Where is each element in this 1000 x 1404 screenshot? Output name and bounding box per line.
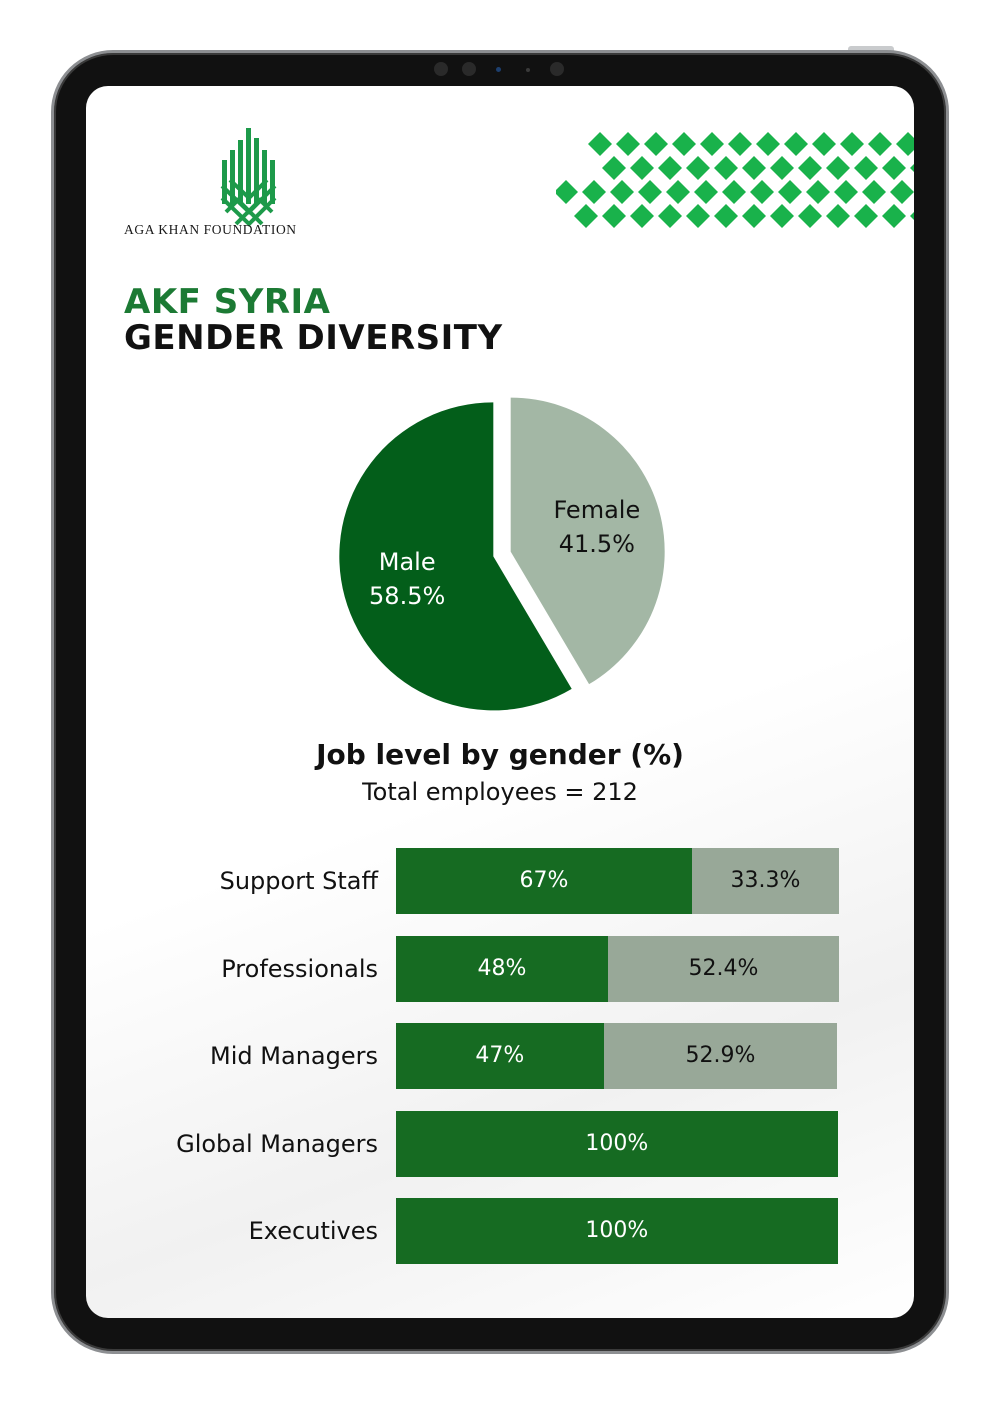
pattern-diamond	[778, 180, 802, 204]
pattern-diamond	[694, 180, 718, 204]
diamond-pattern-icon	[556, 126, 914, 246]
bar-segment-male: 100%	[396, 1111, 838, 1177]
bar-segment-female: 52.4%	[608, 936, 839, 1002]
pie-label-female-value: 41.5%	[558, 530, 635, 559]
camera-bar	[430, 61, 570, 79]
pattern-diamond	[610, 180, 634, 204]
pattern-diamond	[602, 204, 626, 228]
pattern-diamond	[556, 180, 578, 204]
pattern-diamond	[658, 204, 682, 228]
pattern-diamond	[882, 204, 906, 228]
bar-segment-female: 33.3%	[692, 848, 839, 914]
gender-pie-chart	[326, 386, 676, 716]
pie-label-female-name: Female	[553, 496, 641, 525]
pattern-diamond	[728, 132, 752, 156]
pattern-diamond	[770, 156, 794, 180]
camera-lens-2	[462, 62, 476, 76]
pattern-diamond	[826, 204, 850, 228]
bar-segment-male: 47%	[396, 1023, 604, 1089]
pattern-diamond	[882, 156, 906, 180]
bar-segment-male: 100%	[396, 1198, 838, 1264]
page-title-line2: GENDER DIVERSITY	[124, 318, 503, 358]
pattern-diamond	[812, 132, 836, 156]
pattern-diamond	[910, 204, 914, 228]
pattern-diamond	[806, 180, 830, 204]
pattern-diamond	[722, 180, 746, 204]
pattern-diamond	[742, 156, 766, 180]
bar-segment-male: 48%	[396, 936, 608, 1002]
pie-label-male-value: 58.5%	[369, 581, 446, 610]
pattern-diamond	[686, 204, 710, 228]
bar-category-label: Mid Managers	[210, 1042, 378, 1070]
pattern-diamond	[742, 204, 766, 228]
pattern-diamond	[630, 156, 654, 180]
job-level-bar-chart	[86, 848, 914, 1268]
bar-category-label: Executives	[248, 1217, 378, 1245]
pattern-diamond	[890, 180, 914, 204]
pattern-diamond	[826, 156, 850, 180]
bar-category-label: Global Managers	[176, 1129, 378, 1158]
pattern-diamond	[910, 156, 914, 180]
pattern-diamond	[896, 132, 914, 156]
pattern-diamond	[672, 132, 696, 156]
pattern-diamond	[616, 132, 640, 156]
bar-segment-male: 67%	[396, 848, 692, 914]
camera-sensor	[496, 67, 501, 72]
pie-label-male-name: Male	[378, 547, 436, 576]
pattern-diamond	[798, 204, 822, 228]
camera-dot	[526, 68, 530, 72]
camera-lens-3	[550, 62, 564, 76]
camera-lens-1	[434, 62, 448, 76]
pattern-diamond	[714, 204, 738, 228]
pattern-diamond	[582, 180, 606, 204]
pattern-diamond	[658, 156, 682, 180]
pattern-diamond	[588, 132, 612, 156]
pattern-diamond	[574, 204, 598, 228]
pattern-diamond	[666, 180, 690, 204]
bar-category-label: Support Staff	[219, 867, 378, 895]
pattern-diamond	[714, 156, 738, 180]
pattern-diamond	[840, 132, 864, 156]
pattern-diamond	[784, 132, 808, 156]
page-title-line1: AKF SYRIA	[124, 282, 331, 322]
bar-chart-title: Job level by gender (%)	[316, 738, 684, 771]
bar-category-label: Professionals	[221, 954, 378, 983]
pattern-diamond	[862, 180, 886, 204]
logo-text: AGA KHAN FOUNDATION	[124, 222, 297, 237]
pattern-diamond	[750, 180, 774, 204]
pattern-diamond	[638, 180, 662, 204]
pattern-diamond	[854, 156, 878, 180]
bar-segment-female: 52.9%	[604, 1023, 838, 1089]
bar-chart-subtitle: Total employees = 212	[362, 778, 638, 806]
pattern-diamond	[854, 204, 878, 228]
pattern-diamond	[798, 156, 822, 180]
pattern-diamond	[686, 156, 710, 180]
pattern-diamond	[644, 132, 668, 156]
pattern-diamond	[834, 180, 858, 204]
pattern-diamond	[756, 132, 780, 156]
pattern-diamond	[868, 132, 892, 156]
pattern-diamond	[630, 204, 654, 228]
tablet-screen	[86, 86, 914, 1318]
pattern-diamond	[602, 156, 626, 180]
pattern-diamond	[700, 132, 724, 156]
pattern-diamond	[770, 204, 794, 228]
